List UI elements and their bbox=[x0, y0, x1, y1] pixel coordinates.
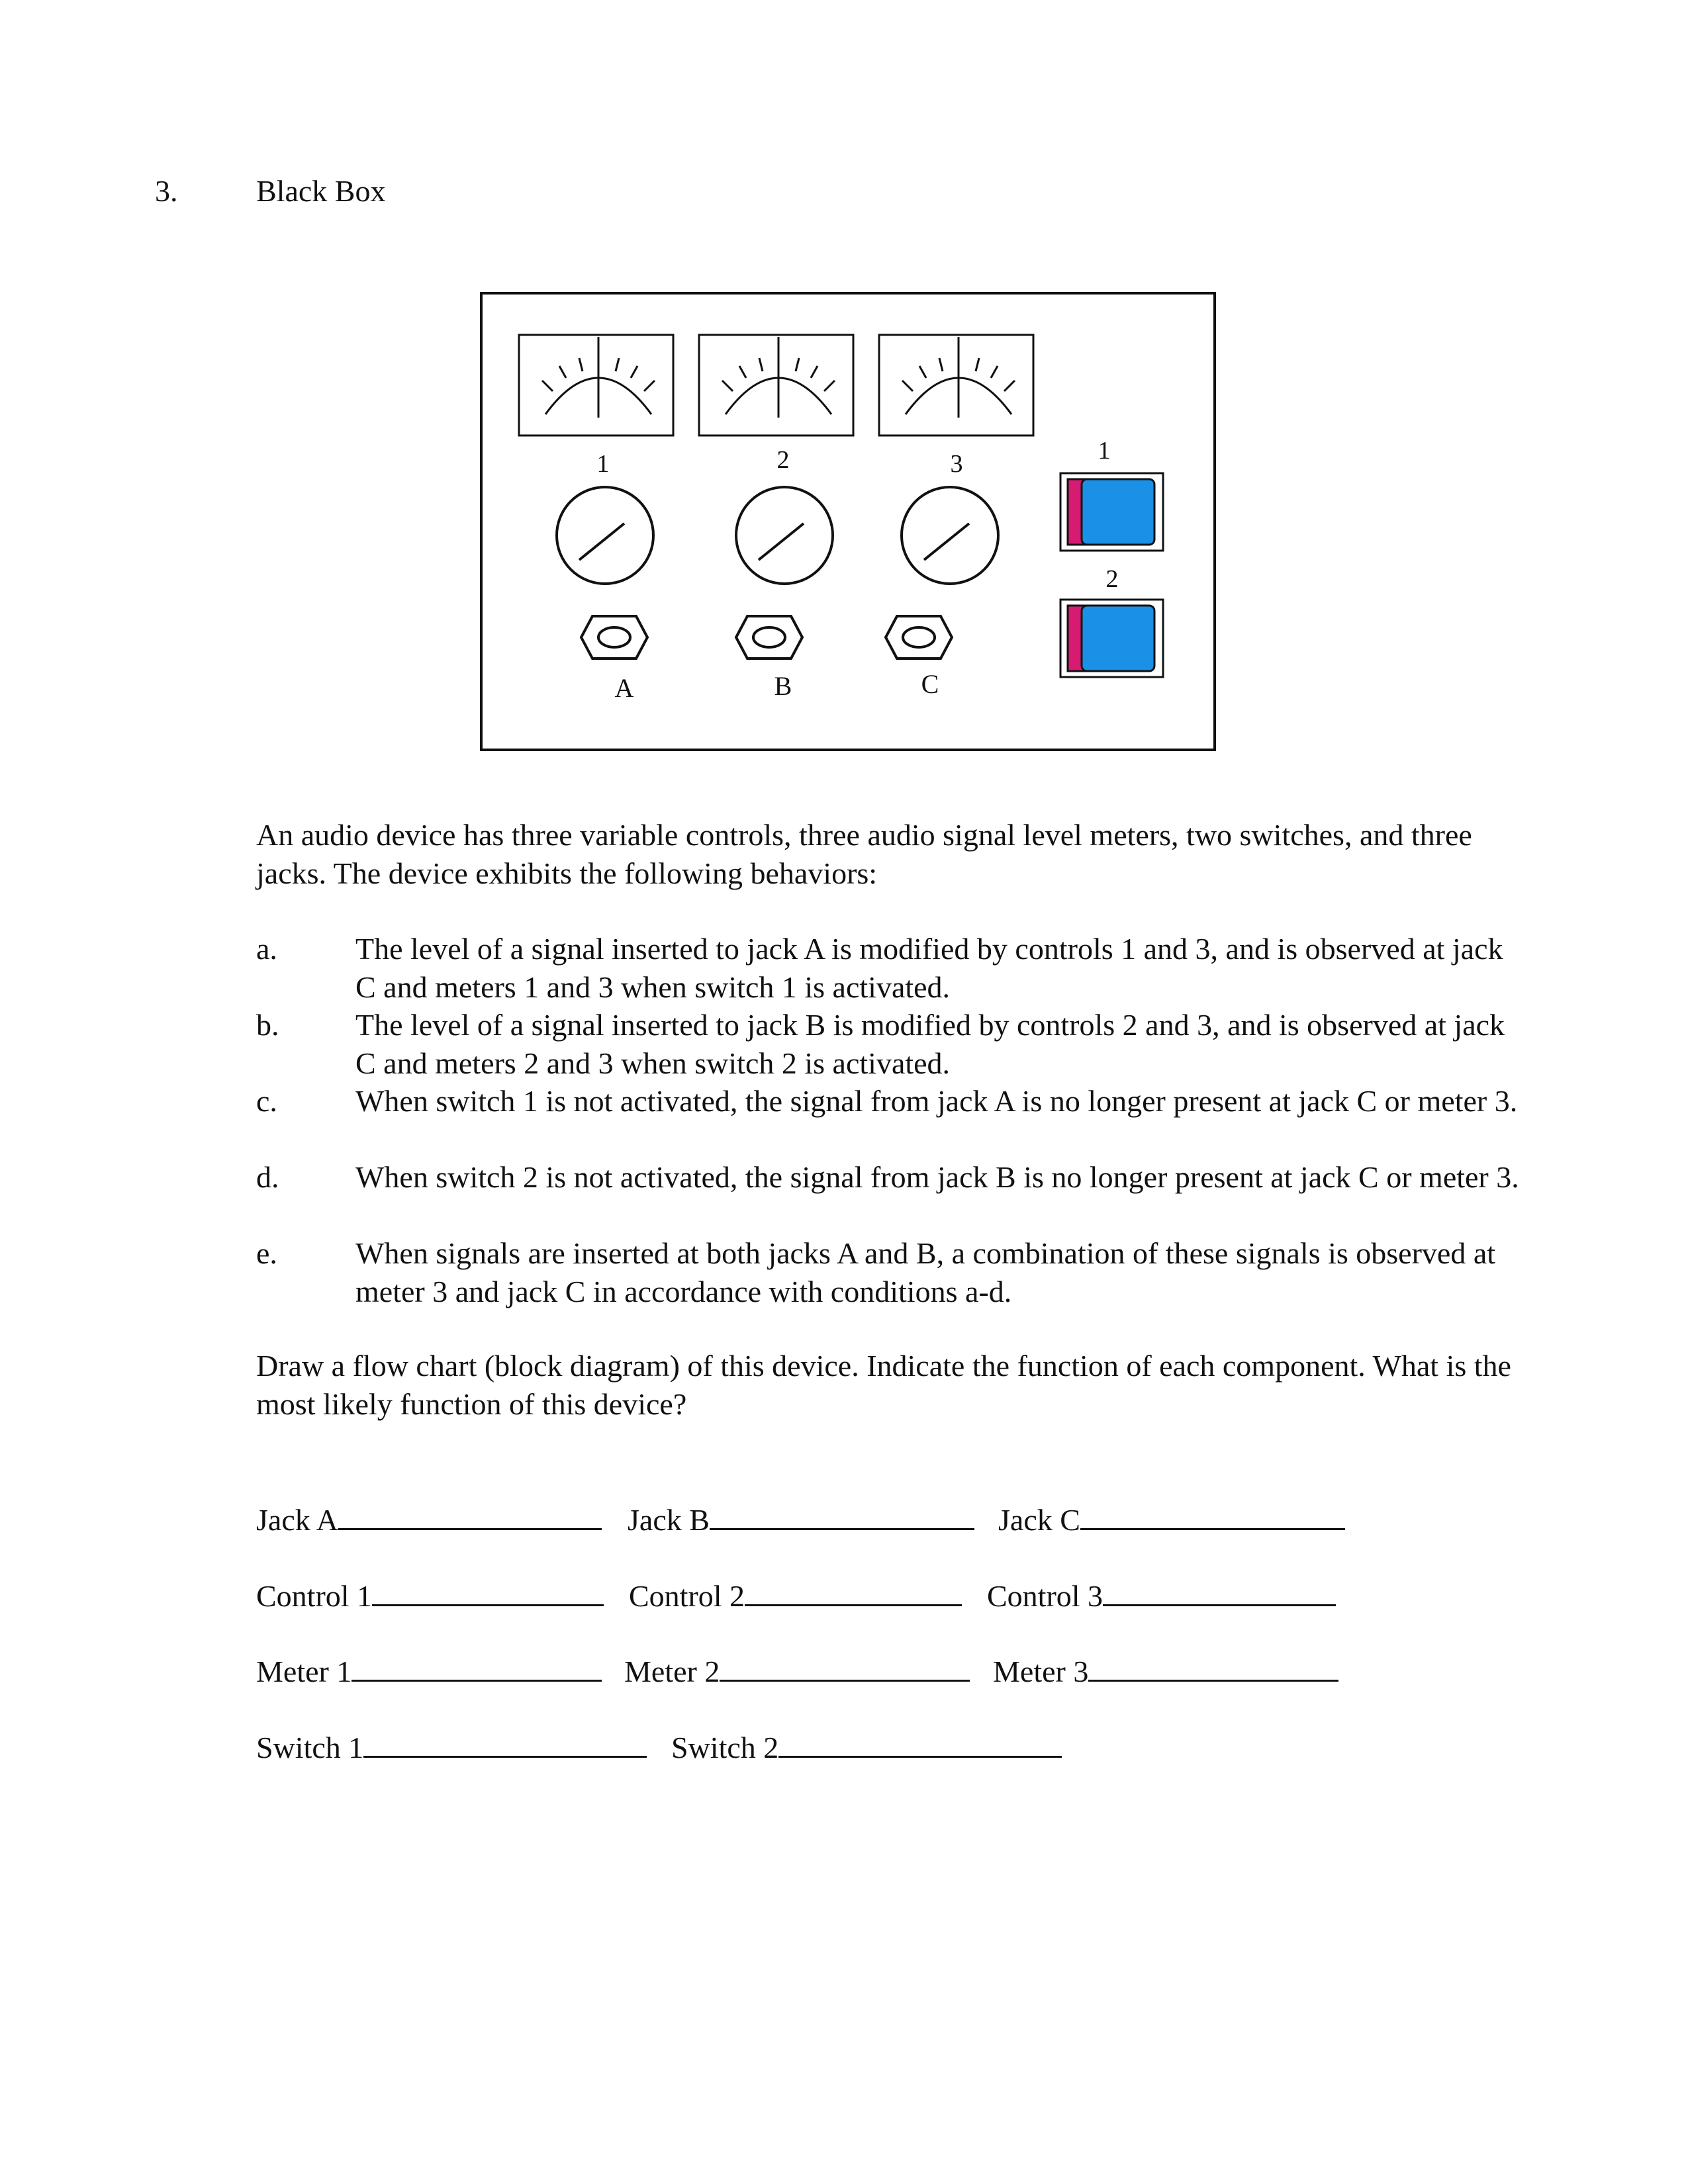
behavior-label: b. bbox=[256, 1008, 279, 1042]
switch-1-field-label: Switch 1 bbox=[256, 1731, 364, 1764]
behavior-label: d. bbox=[256, 1160, 279, 1194]
switch-1-field[interactable] bbox=[256, 1727, 647, 1767]
behavior-label: c. bbox=[256, 1084, 277, 1118]
jack-a-label: A bbox=[614, 673, 634, 703]
meter-1-blank[interactable] bbox=[352, 1651, 602, 1682]
control-3-blank[interactable] bbox=[1103, 1575, 1336, 1606]
control-knob-2[interactable] bbox=[736, 487, 833, 584]
switch-2-field[interactable] bbox=[671, 1727, 1062, 1767]
jack-c-blank[interactable] bbox=[1080, 1499, 1345, 1530]
meter-3-field-label: Meter 3 bbox=[993, 1655, 1089, 1688]
meter-3-blank[interactable] bbox=[1088, 1651, 1338, 1682]
behavior-label: a. bbox=[256, 932, 277, 966]
jack-c-field-label: Jack C bbox=[998, 1503, 1080, 1537]
control-knob-3[interactable] bbox=[902, 487, 998, 584]
jack-c-field[interactable] bbox=[998, 1499, 1345, 1539]
meter-2-field[interactable] bbox=[624, 1651, 970, 1691]
control-knob-1[interactable] bbox=[557, 487, 653, 584]
behavior-text: When switch 2 is not activated, the signal from jack B is no longer present at jack C or meter 3. bbox=[355, 1160, 1519, 1194]
jack-b-label: B bbox=[774, 671, 792, 701]
black-box-diagram bbox=[480, 292, 1216, 751]
switch-2-field-label: Switch 2 bbox=[671, 1731, 779, 1764]
meter-3-label: 3 bbox=[950, 450, 963, 478]
behavior-text: When switch 1 is not activated, the signal from jack A is no longer present at jack C or meter 3. bbox=[355, 1084, 1518, 1118]
switch-1-label: 1 bbox=[1098, 437, 1111, 465]
meter-2-field-label: Meter 2 bbox=[624, 1655, 720, 1688]
behavior-text: The level of a signal inserted to jack B is modified by controls 2 and 3, and is observed at jack C and meters 2 and 3 when switch 2 is activated. bbox=[355, 1008, 1505, 1080]
control-2-field-label: Control 2 bbox=[629, 1579, 745, 1613]
meter-3-field[interactable] bbox=[993, 1651, 1338, 1691]
jack-a-blank[interactable] bbox=[338, 1499, 602, 1530]
jack-a-field-label: Jack A bbox=[256, 1503, 338, 1537]
switch-2-label: 2 bbox=[1105, 565, 1119, 593]
meter-1 bbox=[519, 335, 673, 435]
meter-1-field-label: Meter 1 bbox=[256, 1655, 352, 1688]
intro-paragraph: An audio device has three variable controls, three audio signal level meters, two switches, and three jacks. The device exhibits the following behaviors: bbox=[256, 818, 1472, 890]
control-2-field[interactable] bbox=[629, 1575, 962, 1615]
control-1-field[interactable] bbox=[256, 1575, 604, 1615]
control-1-blank[interactable] bbox=[372, 1575, 604, 1606]
switch-2-blank[interactable] bbox=[778, 1727, 1062, 1758]
behavior-label: e. bbox=[256, 1236, 277, 1270]
meter-1-field[interactable] bbox=[256, 1651, 602, 1691]
behavior-text: The level of a signal inserted to jack A is modified by controls 1 and 3, and is observed at jack C and meters 1 and 3 when switch 1 is activated. bbox=[355, 932, 1503, 1004]
jack-b-blank[interactable] bbox=[710, 1499, 974, 1530]
meter-2-label: 2 bbox=[776, 446, 790, 474]
jack-c[interactable] bbox=[886, 616, 952, 659]
meter-2-blank[interactable] bbox=[720, 1651, 970, 1682]
switch-1[interactable] bbox=[1060, 473, 1163, 551]
question-title: Black Box bbox=[256, 174, 386, 208]
jack-b-field[interactable] bbox=[628, 1499, 974, 1539]
jack-b[interactable] bbox=[736, 616, 802, 659]
control-3-field[interactable] bbox=[987, 1575, 1336, 1615]
task-paragraph: Draw a flow chart (block diagram) of this device. Indicate the function of each component. What is the most likely function of this device? bbox=[256, 1349, 1511, 1421]
jack-c-label: C bbox=[921, 669, 939, 699]
control-1-field-label: Control 1 bbox=[256, 1579, 373, 1613]
behavior-text: When signals are inserted at both jacks A and B, a combination of these signals is observed at meter 3 and jack C in accordance with conditions a-d. bbox=[355, 1236, 1496, 1308]
question-number: 3. bbox=[155, 174, 178, 208]
control-2-blank[interactable] bbox=[745, 1575, 962, 1606]
meter-1-label: 1 bbox=[596, 450, 610, 478]
control-3-field-label: Control 3 bbox=[987, 1579, 1103, 1613]
switch-1-blank[interactable] bbox=[363, 1727, 647, 1758]
meter-3 bbox=[879, 335, 1033, 435]
jack-a[interactable] bbox=[581, 616, 647, 659]
jack-b-field-label: Jack B bbox=[628, 1503, 710, 1537]
meter-2 bbox=[699, 335, 853, 435]
switch-2[interactable] bbox=[1060, 600, 1163, 677]
jack-a-field[interactable] bbox=[256, 1499, 602, 1539]
